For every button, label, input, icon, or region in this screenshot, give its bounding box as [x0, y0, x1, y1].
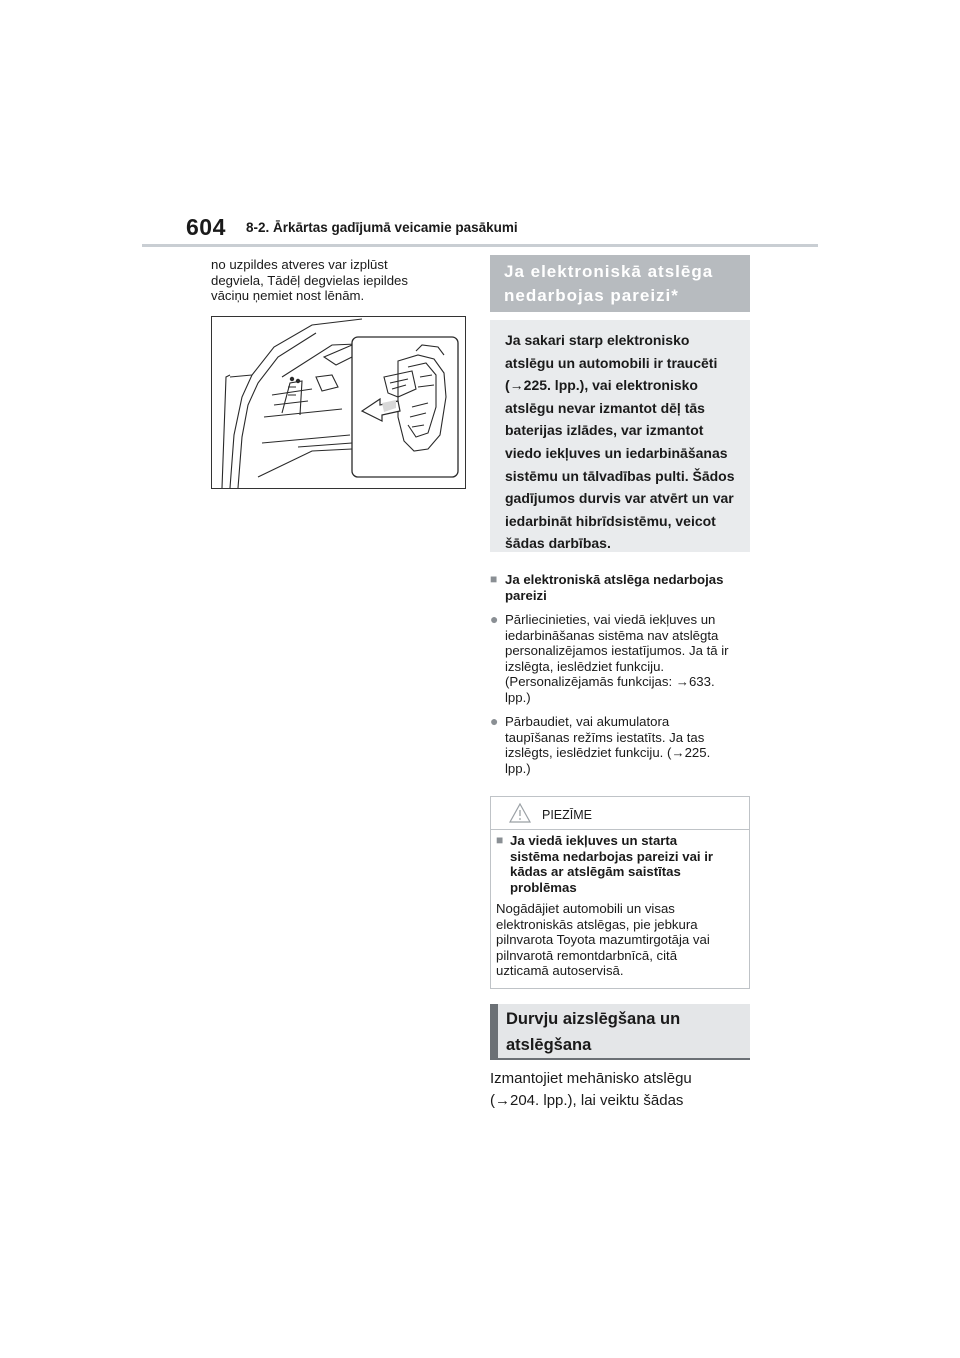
warning-triangle-icon [508, 802, 532, 824]
note-subheading [496, 833, 746, 895]
paragraph-line: Izmantojiet mehānisko atslēgu [490, 1070, 692, 1087]
luggage-compartment-illustration [211, 316, 466, 489]
circle-bullet-icon: ● [490, 611, 499, 627]
note-subheading-line: kādas ar atslēgām saistītas [510, 864, 681, 879]
subheading-line: Ja elektroniskā atslēga nedarbojas [505, 572, 724, 587]
note-body-line: pilnvarotā remontdarbnīcā, citā [496, 947, 678, 963]
mechanical-key-paragraph [490, 1068, 752, 1112]
bullet-line: (Personalizējamās funkcijas: →633. [505, 674, 715, 689]
intro-line: viedo iekļuves un iedarbināšanas [505, 444, 728, 461]
note-body-line: uzticamā autoservisā. [496, 963, 624, 978]
section-header-door-locking [490, 1004, 750, 1060]
intro-line: gadījumos durvis var atvērt un var [505, 490, 734, 507]
intro-line: Ja sakari starp elektronisko [505, 332, 690, 348]
section-header-electronic-key [490, 255, 750, 312]
header-divider [142, 244, 818, 247]
bullet-item [490, 612, 750, 708]
section-title-line: Durvju aizslēgšana un [506, 1010, 681, 1028]
chapter-title: 8-2. Ārkārtas gadījumā veicamie pasākumi [246, 220, 518, 235]
circle-bullet-icon: ● [490, 713, 499, 729]
note-subheading-line: Ja viedā iekļuves un starta [510, 833, 678, 848]
page-number: 604 [186, 214, 226, 240]
square-bullet-icon: ■ [490, 572, 498, 586]
intro-line: iedarbināt hibrīdsistēmu, veicot [505, 512, 716, 529]
note-body [496, 901, 746, 979]
bullet-line: personalizējamos iestatījumos. Ja tā ir [505, 643, 729, 658]
intro-line: šādas darbības. [505, 535, 611, 552]
intro-line: atslēgu nevar izmantot dēļ tās [505, 399, 705, 416]
fuel-cap-paragraph [211, 257, 466, 304]
car-trunk-drawing [212, 317, 465, 488]
paragraph-line: vāciņu ņemiet nost lēnām. [211, 288, 365, 303]
subheading-key-malfunction [490, 572, 752, 603]
intro-line: sistēmu un tālvadības pulti. Šādos [505, 467, 735, 484]
bullet-line: izslēgts, ieslēdziet funkciju. (→225. [505, 745, 711, 760]
bullet-line: Pārliecinieties, vai viedā iekļuves un [505, 612, 716, 627]
bullet-line: lpp.) [505, 760, 531, 776]
note-title: PIEZĪME [542, 808, 593, 822]
note-body-line: pilnvarota Toyota mazumtirgotāja vai [496, 932, 710, 947]
bullet-item [490, 714, 750, 780]
bullet-line: lpp.) [505, 689, 531, 705]
bullet-line: iedarbināšanas sistēma nav atslēgta [505, 627, 719, 643]
bullet-line: izslēgta, ieslēdziet funkciju. [505, 658, 665, 674]
note-header [491, 797, 749, 830]
square-bullet-icon: ■ [496, 833, 504, 847]
note-box [490, 796, 750, 989]
intro-line: (→225. lpp.), vai elektronisko [505, 377, 698, 394]
note-subheading-line: sistēma nedarbojas pareizi vai ir [510, 848, 714, 864]
intro-line: baterijas izlādes, var izmantot [505, 422, 704, 439]
section-title-line: nedarbojas pareizi* [504, 285, 679, 305]
intro-box [490, 320, 750, 552]
note-subheading-line: problēmas [510, 879, 577, 895]
bullet-line: taupīšanas režīms iestatīts. Ja tas [505, 729, 705, 745]
section-title-line: atslēgšana [506, 1036, 592, 1054]
note-body-line: elektroniskās atslēgas, pie jebkura [496, 916, 698, 932]
intro-line: atslēgu un automobili ir traucēti [505, 354, 718, 371]
paragraph-line: (→204. lpp.), lai veiktu šādas [490, 1092, 684, 1109]
paragraph-line: no uzpildes atveres var izplūst [211, 257, 388, 272]
subheading-line: pareizi [505, 587, 547, 603]
paragraph-line: degviela, Tādēļ degvielas iepildes [211, 272, 408, 288]
bullet-line: Pārbaudiet, vai akumulatora [505, 714, 670, 729]
note-body-line: Nogādājiet automobili un visas [496, 901, 675, 916]
section-title-line: Ja elektroniskā atslēga [504, 261, 714, 281]
